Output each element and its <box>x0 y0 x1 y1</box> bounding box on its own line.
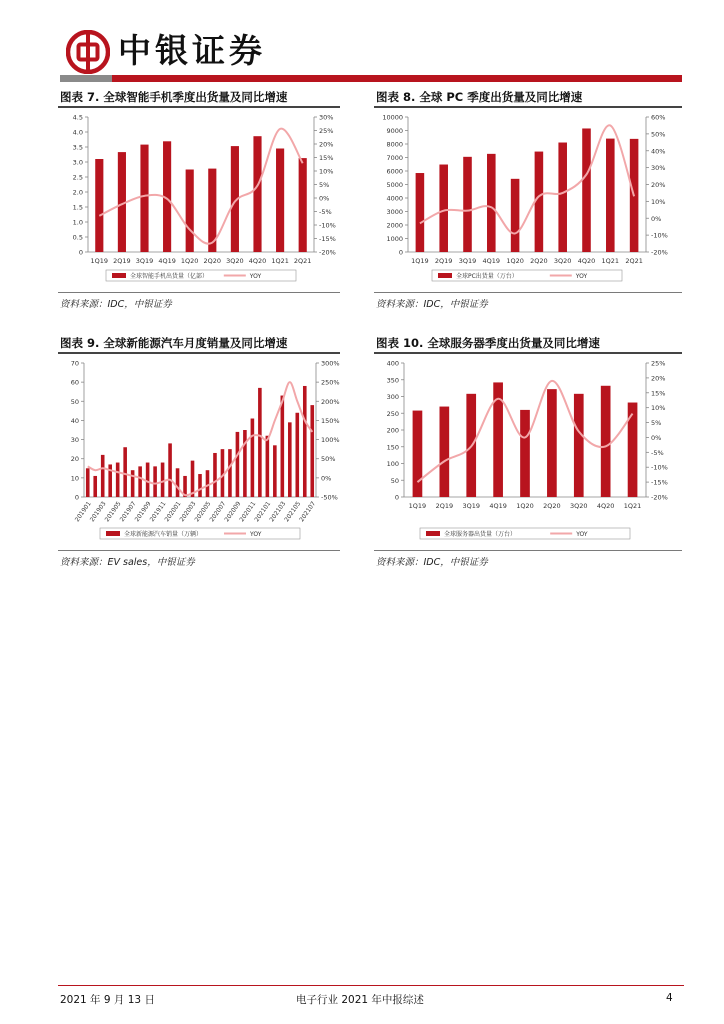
y-tick-label: 10000 <box>382 113 403 122</box>
x-tick-label: 4Q20 <box>577 257 596 265</box>
bar <box>288 422 292 497</box>
legend-bar-label: 全球服务器出货量（万台） <box>444 531 517 538</box>
bar <box>582 128 591 252</box>
figure-9-chart <box>58 355 356 547</box>
bar <box>116 463 120 497</box>
y2-tick-label: 5% <box>319 181 330 189</box>
bar <box>295 413 299 497</box>
y-tick-label: 0 <box>78 248 83 257</box>
bar <box>101 455 105 497</box>
x-tick-label: 4Q19 <box>489 502 507 510</box>
x-tick-label: 2Q20 <box>530 257 548 265</box>
y2-tick-label: 20% <box>319 140 334 149</box>
x-tick-label: 1Q20 <box>180 257 199 265</box>
y2-tick-label: 200% <box>321 397 340 406</box>
bar <box>281 396 285 497</box>
y2-tick-label: 60% <box>651 113 666 122</box>
y2-tick-label: 10% <box>651 197 666 206</box>
x-tick-label: 2Q20 <box>543 502 561 510</box>
y-tick-label: 0 <box>398 248 403 257</box>
bar <box>463 157 472 252</box>
y2-tick-label: -5% <box>651 448 664 457</box>
brand-name: 中银证券 <box>118 31 266 70</box>
x-tick-label: 202001 <box>163 500 183 524</box>
y-tick-label: 4.5 <box>72 113 83 122</box>
x-tick-label: 3Q20 <box>570 502 588 510</box>
page-number: 4 <box>666 992 673 1004</box>
bar <box>95 159 103 252</box>
y-tick-label: 70 <box>70 359 79 368</box>
bar <box>140 145 148 252</box>
figure-bottom-rule <box>374 550 682 551</box>
y-tick-label: 5000 <box>386 181 403 189</box>
y-tick-label: 40 <box>70 416 79 425</box>
bar <box>251 419 255 497</box>
bar <box>213 453 217 497</box>
legend-line-label: YOY <box>575 273 588 280</box>
figure-10-title: 图表 10. 全球服务器季度出货量及同比增速 <box>376 336 600 350</box>
y-tick-label: 3.0 <box>72 158 83 167</box>
figure-7-title: 图表 7. 全球智能手机季度出货量及同比增速 <box>60 90 288 104</box>
x-tick-label: 3Q19 <box>462 502 480 510</box>
bar <box>606 139 615 252</box>
bar <box>547 389 557 497</box>
bar <box>276 149 284 253</box>
y-tick-label: 3.5 <box>72 143 83 152</box>
bar <box>228 449 232 497</box>
x-tick-label: 1Q21 <box>271 257 289 265</box>
legend-bar-swatch <box>438 273 452 278</box>
y-tick-label: 2.5 <box>72 173 83 182</box>
x-tick-label: 4Q19 <box>482 257 501 265</box>
bar <box>303 386 307 497</box>
y2-tick-label: -10% <box>651 463 668 472</box>
x-tick-label: 1Q19 <box>408 502 427 510</box>
figure-bottom-rule <box>58 292 340 293</box>
y2-tick-label: 15% <box>651 389 666 398</box>
y-tick-label: 50 <box>390 476 399 485</box>
y-tick-label: 60 <box>70 378 79 387</box>
x-tick-label: 202105 <box>283 500 303 524</box>
figure-9-source: 资料来源：EV sales，中银证券 <box>60 557 195 568</box>
bar <box>206 470 210 497</box>
x-tick-label: 202011 <box>238 500 258 524</box>
y2-tick-label: 20% <box>651 374 666 383</box>
x-tick-label: 4Q20 <box>248 257 267 265</box>
x-tick-label: 3Q20 <box>553 257 572 265</box>
x-tick-label: 4Q20 <box>596 502 615 510</box>
legend-line-label: YOY <box>576 531 588 538</box>
y-tick-label: 1.0 <box>72 218 83 227</box>
bar <box>236 432 240 497</box>
bar <box>258 388 262 497</box>
bar <box>574 394 584 497</box>
figure-title-rule <box>58 352 340 354</box>
x-tick-label: 2Q19 <box>434 257 453 265</box>
y-tick-label: 0 <box>394 493 399 502</box>
bar <box>299 158 307 252</box>
x-tick-label: 2Q21 <box>293 257 312 265</box>
bar <box>198 474 202 497</box>
bar <box>266 436 270 497</box>
y-tick-label: 300 <box>386 393 399 401</box>
x-tick-label: 2Q21 <box>625 257 643 265</box>
x-tick-label: 4Q19 <box>158 257 176 265</box>
y-tick-label: 8000 <box>386 140 403 149</box>
figure-7-chart <box>58 109 350 289</box>
bar <box>161 463 165 497</box>
bar <box>131 470 135 497</box>
header-rule <box>60 75 112 82</box>
y2-tick-label: -20% <box>319 248 336 257</box>
y-tick-label: 250 <box>386 409 399 418</box>
footer-date: 2021 年 9 月 13 日 <box>60 994 155 1006</box>
y2-tick-label: 250% <box>321 378 340 387</box>
bar <box>186 170 194 253</box>
y2-tick-label: 150% <box>321 416 340 425</box>
x-tick-label: 2Q19 <box>435 502 454 510</box>
footer-rule <box>58 985 684 986</box>
y2-tick-label: 40% <box>651 147 666 156</box>
bar <box>146 463 150 497</box>
x-tick-label: 2Q20 <box>203 257 222 265</box>
y-tick-label: 100 <box>386 460 399 468</box>
y2-tick-label: 10% <box>651 404 666 413</box>
bar <box>558 143 567 252</box>
legend-line-label: YOY <box>249 273 262 280</box>
figure-7-source: 资料来源：IDC，中银证券 <box>60 299 172 310</box>
y-tick-label: 3000 <box>386 208 403 216</box>
bar <box>93 476 97 497</box>
figure-9-title: 图表 9. 全球新能源汽车月度销量及同比增速 <box>60 336 288 350</box>
legend-bar-label: 全球新能源汽车销量（万辆） <box>124 531 203 538</box>
y2-tick-label: 5% <box>651 419 662 428</box>
legend-bar-label: 全球PC出货量（万台） <box>456 273 518 280</box>
legend-bar-label: 全球智能手机出货量（亿部） <box>130 273 209 280</box>
x-tick-label: 2Q19 <box>113 257 131 265</box>
x-tick-label: 202103 <box>268 500 288 524</box>
y-tick-label: 20 <box>70 455 79 464</box>
y2-tick-label: 20% <box>651 181 666 189</box>
bar <box>138 466 142 497</box>
header-rule-accent <box>112 75 682 82</box>
y2-tick-label: 30% <box>319 113 334 122</box>
figure-8-source: 资料来源：IDC，中银证券 <box>376 299 488 310</box>
x-tick-label: 202107 <box>298 500 318 524</box>
bar <box>413 411 423 497</box>
y-tick-label: 4000 <box>386 194 403 203</box>
bar <box>520 410 530 497</box>
x-tick-label: 201903 <box>88 500 108 524</box>
x-tick-label: 3Q19 <box>458 257 477 265</box>
x-tick-label: 202003 <box>178 500 198 524</box>
y2-tick-label: 25% <box>319 127 334 135</box>
y2-tick-label: 0% <box>651 214 662 223</box>
x-tick-label: 201901 <box>73 500 93 524</box>
bar <box>153 466 157 497</box>
y-tick-label: 0.5 <box>72 233 83 242</box>
y-tick-label: 2000 <box>386 221 403 230</box>
y2-tick-label: 25% <box>651 359 666 368</box>
bar <box>86 468 90 497</box>
bar <box>168 443 172 497</box>
y-tick-label: 150 <box>386 443 399 452</box>
bar <box>176 468 180 497</box>
y2-tick-label: -15% <box>319 235 336 243</box>
x-tick-label: 202005 <box>193 500 213 524</box>
figure-10-source: 资料来源：IDC，中银证券 <box>376 557 488 568</box>
y2-tick-label: 15% <box>319 154 334 162</box>
x-tick-label: 1Q20 <box>516 502 534 510</box>
figure-8-chart <box>374 109 682 289</box>
y2-tick-label: 10% <box>319 167 334 176</box>
y2-tick-label: 0% <box>651 433 662 442</box>
bar <box>439 407 449 497</box>
y-tick-label: 350 <box>386 376 399 385</box>
y2-tick-label: -20% <box>651 248 668 257</box>
y-tick-label: 7000 <box>386 154 403 162</box>
y-tick-label: 6000 <box>386 167 403 176</box>
bar <box>123 447 127 497</box>
x-tick-label: 202101 <box>253 500 273 524</box>
bar <box>273 445 277 497</box>
bar <box>243 430 247 497</box>
bar <box>487 154 496 252</box>
figure-8-title: 图表 8. 全球 PC 季度出货量及同比增速 <box>376 90 583 104</box>
y-tick-label: 1000 <box>386 235 403 243</box>
y-tick-label: 400 <box>386 359 399 368</box>
y2-tick-label: 30% <box>651 164 666 173</box>
x-tick-label: 3Q19 <box>135 257 154 265</box>
y-tick-label: 9000 <box>386 127 403 135</box>
y-tick-label: 30 <box>70 436 79 445</box>
x-tick-label: 201905 <box>103 500 123 524</box>
x-tick-label: 3Q20 <box>226 257 244 265</box>
x-tick-label: 201907 <box>118 500 138 524</box>
bar <box>439 165 448 252</box>
x-tick-label: 201911 <box>148 500 168 524</box>
bar <box>601 386 611 497</box>
figure-bottom-rule <box>374 292 682 293</box>
y-tick-label: 10 <box>70 474 79 483</box>
x-tick-label: 1Q19 <box>90 257 109 265</box>
legend-bar-swatch <box>106 531 120 536</box>
figure-title-rule <box>58 106 340 108</box>
bar <box>253 136 261 252</box>
legend-bar-swatch <box>112 273 126 278</box>
y2-tick-label: 50% <box>321 455 336 464</box>
y2-tick-label: 100% <box>321 436 340 445</box>
y2-tick-label: -10% <box>651 231 668 240</box>
y2-tick-label: -20% <box>651 493 668 502</box>
footer-report-title: 电子行业 2021 年中报综述 <box>296 994 424 1006</box>
yoy-line <box>420 125 634 233</box>
figure-title-rule <box>374 352 682 354</box>
figure-10-chart <box>374 355 682 547</box>
y-tick-label: 0 <box>74 493 79 502</box>
bar <box>416 173 425 252</box>
y-tick-label: 4.0 <box>72 128 83 137</box>
legend-line-label: YOY <box>250 531 262 538</box>
x-tick-label: 202009 <box>223 500 243 524</box>
bar <box>511 179 520 252</box>
y2-tick-label: 0% <box>321 474 332 483</box>
bank-of-china-logo-icon <box>66 30 110 74</box>
x-tick-label: 202007 <box>208 500 228 524</box>
bar <box>310 405 314 497</box>
y2-tick-label: -50% <box>321 493 338 502</box>
legend-bar-swatch <box>426 531 440 536</box>
y2-tick-label: -10% <box>319 221 336 230</box>
x-tick-label: 1Q19 <box>411 257 429 265</box>
yoy-line <box>99 129 302 244</box>
y2-tick-label: 50% <box>651 130 666 139</box>
x-tick-label: 201909 <box>133 500 153 524</box>
y-tick-label: 1.5 <box>72 203 83 212</box>
x-tick-label: 1Q21 <box>601 257 620 265</box>
y-tick-label: 2.0 <box>72 188 83 197</box>
y-tick-label: 200 <box>386 426 399 435</box>
y-tick-label: 50 <box>70 397 79 406</box>
y2-tick-label: -15% <box>651 478 668 487</box>
y2-tick-label: -5% <box>319 208 332 216</box>
figure-bottom-rule <box>58 550 340 551</box>
y2-tick-label: 0% <box>319 194 330 203</box>
figure-title-rule <box>374 106 682 108</box>
x-tick-label: 1Q21 <box>623 502 642 510</box>
y2-tick-label: 300% <box>321 359 340 368</box>
x-tick-label: 1Q20 <box>506 257 524 265</box>
